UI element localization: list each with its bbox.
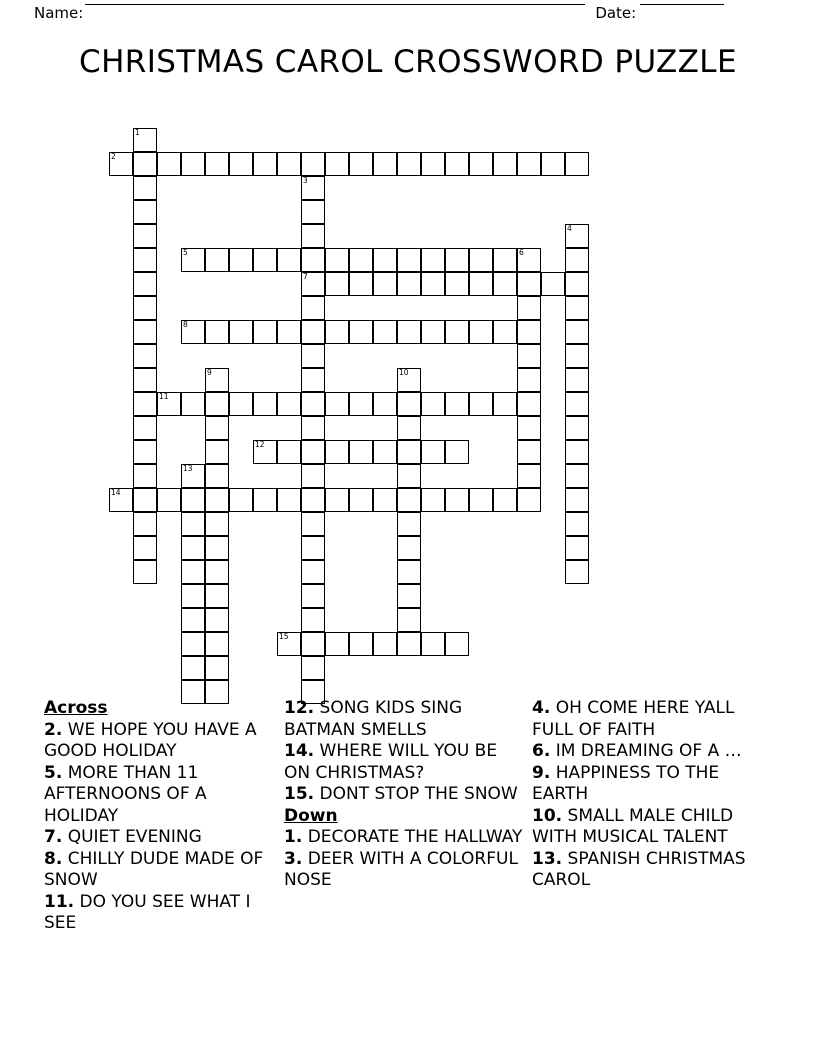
grid-cell[interactable] [181, 536, 205, 560]
grid-cell[interactable] [277, 320, 301, 344]
down-heading: Down [284, 805, 338, 826]
grid-cell-number: 6 [519, 248, 524, 257]
clue-across-12: 12. SONG KIDS SING BATMAN SMELLS [284, 698, 463, 740]
name-blank-line [85, 4, 585, 5]
grid-cell[interactable] [397, 392, 421, 416]
grid-cell[interactable] [229, 152, 253, 176]
grid-cell[interactable] [325, 320, 349, 344]
clue-across-14: 14. WHERE WILL YOU BE ON CHRISTMAS? [284, 741, 498, 783]
grid-cell[interactable] [253, 248, 277, 272]
grid-cell[interactable] [517, 464, 541, 488]
grid-cell[interactable] [373, 440, 397, 464]
grid-cell[interactable] [301, 320, 325, 344]
grid-cell[interactable] [253, 392, 277, 416]
grid-cell-number: 7 [303, 272, 308, 281]
grid-cell[interactable] [397, 416, 421, 440]
grid-cell[interactable] [397, 440, 421, 464]
grid-cell[interactable] [469, 392, 493, 416]
grid-cell[interactable] [205, 464, 229, 488]
grid-cell[interactable] [205, 656, 229, 680]
clue-down-10: 10. SMALL MALE CHILD WITH MUSICAL TALENT [532, 805, 734, 847]
grid-cell[interactable] [397, 464, 421, 488]
grid-cell[interactable] [277, 632, 301, 656]
grid-cell[interactable] [181, 512, 205, 536]
grid-cell[interactable] [133, 224, 157, 248]
grid-cell[interactable] [397, 584, 421, 608]
grid-cell[interactable] [133, 368, 157, 392]
grid-cell[interactable] [253, 152, 277, 176]
grid-cell[interactable] [373, 392, 397, 416]
grid-cell[interactable] [277, 392, 301, 416]
grid-cell[interactable] [421, 632, 445, 656]
grid-cell[interactable] [493, 248, 517, 272]
grid-cell[interactable] [517, 272, 541, 296]
grid-cell[interactable] [349, 320, 373, 344]
grid-cell[interactable] [565, 296, 589, 320]
grid-cell[interactable] [157, 392, 181, 416]
grid-cell[interactable] [493, 488, 517, 512]
grid-cell[interactable] [181, 656, 205, 680]
grid-cell[interactable] [397, 512, 421, 536]
grid-cell[interactable] [253, 440, 277, 464]
date-blank-line [640, 4, 724, 5]
grid-cell[interactable] [229, 392, 253, 416]
grid-cell[interactable] [301, 536, 325, 560]
grid-cell[interactable] [517, 152, 541, 176]
grid-cell[interactable] [133, 128, 157, 152]
grid-cell[interactable] [301, 368, 325, 392]
grid-cell[interactable] [133, 488, 157, 512]
grid-cell[interactable] [397, 608, 421, 632]
clues-column-3 [532, 698, 776, 892]
grid-cell[interactable] [181, 152, 205, 176]
grid-cell[interactable] [253, 320, 277, 344]
grid-cell[interactable] [181, 392, 205, 416]
grid-cell[interactable] [205, 248, 229, 272]
grid-cell[interactable] [133, 248, 157, 272]
grid-cell[interactable] [301, 344, 325, 368]
grid-cell[interactable] [397, 560, 421, 584]
grid-cell[interactable] [469, 248, 493, 272]
clue-across-11: 11. DO YOU SEE WHAT I SEE [44, 891, 251, 933]
grid-cell[interactable] [517, 320, 541, 344]
grid-cell[interactable] [421, 320, 445, 344]
clue-across-7: 7. QUIET EVENING [44, 827, 202, 847]
grid-cell[interactable] [397, 152, 421, 176]
grid-cell[interactable] [301, 152, 325, 176]
grid-cell[interactable] [397, 248, 421, 272]
clue-down-9: 9. HAPPINESS TO THE EARTH [532, 762, 720, 804]
clues-section [44, 698, 774, 988]
grid-cell[interactable] [493, 152, 517, 176]
grid-cell[interactable] [565, 392, 589, 416]
grid-cell[interactable] [133, 560, 157, 584]
grid-cell[interactable] [181, 248, 205, 272]
across-heading: Across [44, 698, 108, 718]
grid-cell[interactable] [205, 320, 229, 344]
grid-cell[interactable] [301, 224, 325, 248]
grid-cell[interactable] [133, 536, 157, 560]
grid-cell[interactable] [373, 272, 397, 296]
clue-across-5: 5. MORE THAN 11 AFTERNOONS OF A HOLIDAY [44, 762, 207, 826]
grid-cell[interactable] [325, 632, 349, 656]
grid-cell[interactable] [565, 488, 589, 512]
grid-cell[interactable] [469, 320, 493, 344]
grid-cell[interactable] [229, 320, 253, 344]
grid-cell[interactable] [373, 488, 397, 512]
grid-cell[interactable] [181, 320, 205, 344]
grid-cell[interactable] [421, 248, 445, 272]
grid-cell[interactable] [421, 440, 445, 464]
grid-cell[interactable] [277, 488, 301, 512]
clue-down-4: 4. OH COME HERE YALL FULL OF FAITH [532, 698, 735, 740]
grid-cell[interactable] [373, 320, 397, 344]
grid-cell-number: 4 [567, 224, 572, 233]
grid-cell[interactable] [325, 392, 349, 416]
grid-cell[interactable] [421, 152, 445, 176]
grid-cell[interactable] [349, 152, 373, 176]
clue-down-1: 1. DECORATE THE HALLWAY [284, 827, 523, 847]
grid-cell[interactable] [109, 488, 133, 512]
grid-cell[interactable] [493, 320, 517, 344]
grid-cell[interactable] [205, 584, 229, 608]
grid-cell[interactable] [565, 224, 589, 248]
grid-cell[interactable] [301, 392, 325, 416]
grid-cell[interactable] [565, 440, 589, 464]
grid-cell[interactable] [205, 632, 229, 656]
grid-cell[interactable] [325, 248, 349, 272]
grid-cell[interactable] [541, 152, 565, 176]
grid-cell[interactable] [109, 152, 133, 176]
grid-cell[interactable] [205, 488, 229, 512]
grid-cell[interactable] [277, 152, 301, 176]
grid-cell[interactable] [517, 368, 541, 392]
grid-cell[interactable] [373, 632, 397, 656]
grid-cell[interactable] [373, 248, 397, 272]
grid-cell[interactable] [517, 440, 541, 464]
grid-cell[interactable] [277, 248, 301, 272]
grid-cell[interactable] [541, 272, 565, 296]
clue-down-3: 3. DEER WITH A COLORFUL NOSE [284, 848, 518, 890]
grid-cell[interactable] [445, 248, 469, 272]
grid-cell[interactable] [181, 608, 205, 632]
grid-cell[interactable] [445, 440, 469, 464]
grid-cell[interactable] [565, 152, 589, 176]
grid-cell[interactable] [325, 272, 349, 296]
grid-cell[interactable] [421, 272, 445, 296]
grid-cell[interactable] [181, 632, 205, 656]
clues-column-2 [284, 698, 524, 892]
grid-cell[interactable] [133, 152, 157, 176]
grid-cell-number: 13 [183, 464, 193, 473]
grid-cell[interactable] [181, 488, 205, 512]
clue-across-8: 8. CHILLY DUDE MADE OF SNOW [44, 848, 264, 890]
grid-cell-number: 15 [279, 632, 289, 641]
grid-cell[interactable] [205, 536, 229, 560]
grid-cell[interactable] [421, 488, 445, 512]
crossword-grid [0, 108, 816, 694]
grid-cell[interactable] [445, 320, 469, 344]
grid-cell[interactable] [397, 488, 421, 512]
grid-cell[interactable] [397, 536, 421, 560]
grid-cell[interactable] [133, 440, 157, 464]
grid-cell[interactable] [445, 272, 469, 296]
grid-cell[interactable] [565, 536, 589, 560]
grid-cell[interactable] [301, 272, 325, 296]
clue-down-6: 6. IM DREAMING OF A … [532, 741, 742, 761]
grid-cell[interactable] [349, 272, 373, 296]
grid-cell[interactable] [205, 440, 229, 464]
grid-cell[interactable] [229, 248, 253, 272]
grid-cell[interactable] [565, 512, 589, 536]
grid-cell[interactable] [397, 368, 421, 392]
grid-cell[interactable] [493, 272, 517, 296]
grid-cell-number: 9 [207, 368, 212, 377]
grid-cell[interactable] [301, 248, 325, 272]
grid-cell[interactable] [301, 656, 325, 680]
grid-cell[interactable] [517, 392, 541, 416]
grid-cell[interactable] [133, 392, 157, 416]
grid-cell[interactable] [469, 152, 493, 176]
grid-cell[interactable] [349, 392, 373, 416]
grid-cell-number: 12 [255, 440, 265, 449]
grid-cell[interactable] [565, 416, 589, 440]
grid-cell[interactable] [421, 392, 445, 416]
grid-cell[interactable] [205, 560, 229, 584]
grid-cell[interactable] [181, 464, 205, 488]
grid-cell[interactable] [301, 416, 325, 440]
clue-across-15: 15. DONT STOP THE SNOW [284, 784, 518, 804]
grid-cell-number: 10 [399, 368, 409, 377]
grid-cell[interactable] [253, 488, 277, 512]
grid-cell[interactable] [301, 296, 325, 320]
grid-cell-number: 14 [111, 488, 121, 497]
date-label: Date: [595, 4, 637, 22]
grid-cell[interactable] [301, 608, 325, 632]
grid-cell[interactable] [517, 416, 541, 440]
grid-cell[interactable] [517, 488, 541, 512]
grid-cell[interactable] [229, 488, 253, 512]
name-date-line [34, 4, 782, 26]
grid-cell[interactable] [517, 296, 541, 320]
grid-cell[interactable] [157, 152, 181, 176]
grid-cell[interactable] [445, 632, 469, 656]
grid-cell[interactable] [397, 632, 421, 656]
grid-cell[interactable] [133, 320, 157, 344]
clue-down-13: 13. SPANISH CHRISTMAS CAROL [532, 848, 746, 890]
grid-cell[interactable] [181, 584, 205, 608]
grid-cell[interactable] [445, 152, 469, 176]
grid-cell[interactable] [301, 464, 325, 488]
grid-cell[interactable] [133, 296, 157, 320]
grid-cell[interactable] [373, 152, 397, 176]
grid-cell-number: 8 [183, 320, 188, 329]
grid-cell-number: 11 [159, 392, 169, 401]
grid-cell[interactable] [133, 272, 157, 296]
grid-cell[interactable] [565, 560, 589, 584]
grid-cell[interactable] [349, 440, 373, 464]
grid-cell[interactable] [133, 344, 157, 368]
grid-cell[interactable] [301, 560, 325, 584]
grid-cell[interactable] [301, 584, 325, 608]
grid-cell[interactable] [133, 416, 157, 440]
grid-cell-number: 5 [183, 248, 188, 257]
grid-cell[interactable] [205, 392, 229, 416]
grid-cell[interactable] [301, 512, 325, 536]
grid-cell[interactable] [349, 632, 373, 656]
grid-cell[interactable] [469, 272, 493, 296]
grid-cell[interactable] [301, 632, 325, 656]
grid-cell[interactable] [205, 608, 229, 632]
grid-cell[interactable] [205, 152, 229, 176]
grid-cell[interactable] [301, 200, 325, 224]
grid-cell-number: 3 [303, 176, 308, 185]
grid-cell[interactable] [565, 368, 589, 392]
grid-cell[interactable] [565, 344, 589, 368]
grid-cell[interactable] [301, 488, 325, 512]
page-title: CHRISTMAS CAROL CROSSWORD PUZZLE [79, 44, 737, 80]
grid-cell[interactable] [517, 344, 541, 368]
grid-cell[interactable] [181, 560, 205, 584]
grid-cell[interactable] [325, 488, 349, 512]
grid-cell[interactable] [349, 248, 373, 272]
grid-cell[interactable] [133, 176, 157, 200]
grid-cell[interactable] [301, 440, 325, 464]
grid-cell[interactable] [565, 464, 589, 488]
grid-cell[interactable] [325, 152, 349, 176]
grid-cell[interactable] [349, 488, 373, 512]
grid-cell[interactable] [205, 368, 229, 392]
grid-cell[interactable] [157, 488, 181, 512]
grid-cell[interactable] [397, 272, 421, 296]
grid-cell[interactable] [565, 248, 589, 272]
grid-cell[interactable] [517, 248, 541, 272]
grid-cell[interactable] [133, 512, 157, 536]
grid-cell[interactable] [301, 176, 325, 200]
grid-cell[interactable] [133, 464, 157, 488]
grid-cell[interactable] [565, 272, 589, 296]
grid-cell[interactable] [133, 200, 157, 224]
clue-across-2: 2. WE HOPE YOU HAVE A GOOD HOLIDAY [44, 719, 257, 761]
grid-cell[interactable] [325, 440, 349, 464]
grid-cell[interactable] [565, 320, 589, 344]
grid-cell-number: 2 [111, 152, 116, 161]
grid-cell[interactable] [397, 320, 421, 344]
grid-cell[interactable] [493, 392, 517, 416]
clues-column-1 [44, 698, 280, 935]
grid-cell[interactable] [205, 512, 229, 536]
grid-cell[interactable] [205, 416, 229, 440]
grid-cell[interactable] [469, 488, 493, 512]
grid-cell[interactable] [445, 392, 469, 416]
grid-cell[interactable] [277, 440, 301, 464]
name-label: Name: [34, 4, 84, 22]
grid-cell[interactable] [445, 488, 469, 512]
grid-cell-number: 1 [135, 128, 140, 137]
